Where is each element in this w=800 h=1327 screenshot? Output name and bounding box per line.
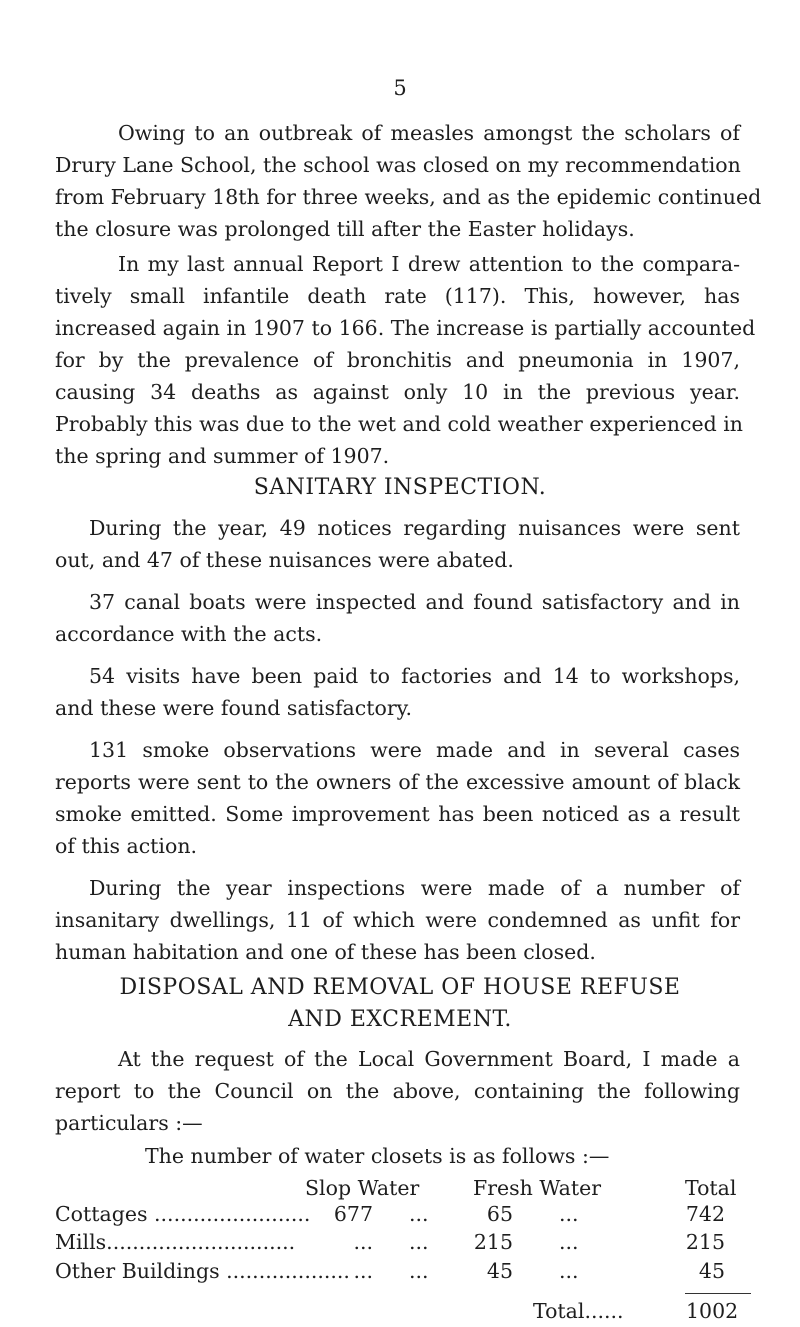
cell-fresh: 45	[486, 1259, 513, 1283]
text-line: the spring and summer of 1907.	[55, 444, 390, 468]
section-heading-sanitary: SANITARY INSPECTION.	[253, 475, 547, 500]
text-line: Drury Lane School, the school was closed on my recommendation	[55, 153, 741, 177]
cell-slop: ...	[353, 1230, 373, 1254]
text-line: from February 18th for three weeks, and as the epidemic continued	[55, 185, 762, 209]
text-line: At the request of the Local Government Board, I made a	[118, 1047, 740, 1071]
section-heading-disposal: DISPOSAL AND REMOVAL OF HOUSE REFUSE	[119, 975, 681, 1000]
text-line: increased again in 1907 to 166. The increase is partially accounted	[55, 316, 756, 340]
cell-separator: ...	[559, 1202, 579, 1226]
text-line: Probably this was due to the wet and cold weather experienced in	[55, 412, 744, 436]
cell-total: 215	[685, 1230, 725, 1254]
text-line: During the year inspections were made of a number of	[89, 876, 740, 900]
cell-slop: ...	[353, 1259, 373, 1283]
section-heading-disposal-line2: AND EXCREMENT.	[288, 1007, 512, 1032]
page-number: 5	[393, 76, 407, 100]
total-rule	[685, 1293, 751, 1294]
text-line: particulars :—	[55, 1111, 203, 1135]
cell-separator: ...	[409, 1259, 429, 1283]
text-line: 54 visits have been paid to factories and 14 to workshops,	[89, 664, 740, 688]
column-header-fresh-water: Fresh Water	[473, 1176, 602, 1200]
cell-separator: ...	[409, 1230, 429, 1254]
text-line: During the year, 49 notices regarding nuisances were sent	[89, 516, 740, 540]
column-header-slop-water: Slop Water	[305, 1176, 420, 1200]
table-intro: The number of water closets is as follows :—	[145, 1144, 610, 1168]
cell-separator: ...	[559, 1259, 579, 1283]
text-line: human habitation and one of these has been closed.	[55, 940, 596, 964]
column-header-total: Total	[685, 1176, 737, 1200]
text-line: 131 smoke observations were made and in several cases	[89, 738, 740, 762]
text-line: insanitary dwellings, 11 of which were condemned as unfit for	[55, 908, 740, 932]
cell-fresh: 65	[486, 1202, 513, 1226]
text-line: 37 canal boats were inspected and found satisfactory and in	[89, 590, 740, 614]
cell-fresh: 215	[473, 1230, 513, 1254]
cell-total: 742	[685, 1202, 725, 1226]
cell-total: 45	[698, 1259, 725, 1283]
text-line: the closure was prolonged till after the Easter holidays.	[55, 217, 635, 241]
cell-separator: ...	[559, 1230, 579, 1254]
text-line: and these were found satisfactory.	[55, 696, 413, 720]
cell-slop: 677	[333, 1202, 373, 1226]
text-line: of this action.	[55, 834, 198, 858]
row-label: Mills.............................	[55, 1230, 296, 1254]
grand-total-label: Total......	[533, 1299, 624, 1323]
text-line: In my last annual Report I drew attention to the compara-	[118, 252, 740, 276]
text-line: reports were sent to the owners of the excessive amount of black	[55, 770, 740, 794]
row-label: Cottages ........................	[55, 1202, 311, 1226]
row-label: Other Buildings ...................	[55, 1259, 350, 1283]
text-line: report to the Council on the above, containing the following	[55, 1079, 740, 1103]
text-line: smoke emitted. Some improvement has been noticed as a result	[55, 802, 740, 826]
text-line: accordance with the acts.	[55, 622, 323, 646]
grand-total-value: 1002	[686, 1299, 739, 1323]
text-line: for by the prevalence of bronchitis and pneumonia in 1907,	[55, 348, 740, 372]
text-line: out, and 47 of these nuisances were abated.	[55, 548, 514, 572]
text-line: Owing to an outbreak of measles amongst the scholars of	[118, 121, 740, 145]
text-line: causing 34 deaths as against only 10 in the previous year.	[55, 380, 740, 404]
text-line: tively small infantile death rate (117). This, however, has	[55, 284, 740, 308]
cell-separator: ...	[409, 1202, 429, 1226]
